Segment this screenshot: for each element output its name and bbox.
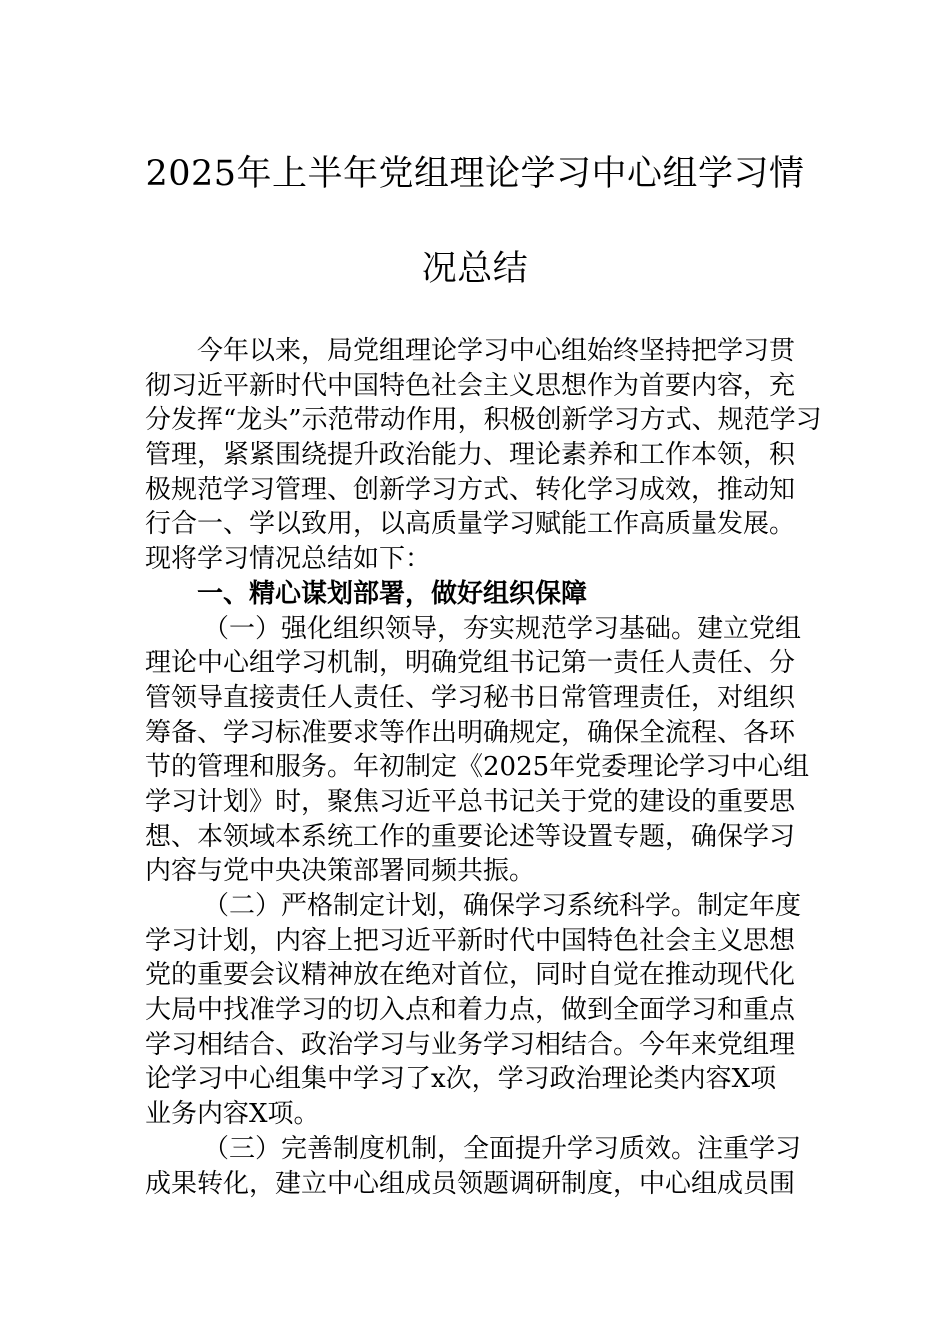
paragraph-line: 党的重要会议精神放在绝对首位，同时自觉在推动现代化: [145, 960, 796, 991]
paragraph-line: 理论中心组学习机制，明确党组书记第一责任人责任、分: [145, 648, 796, 679]
paragraph-line: 极规范学习管理、创新学习方式、转化学习成效，推动知: [145, 474, 796, 505]
document-body: [145, 334, 822, 1201]
paragraph-line: 筹备、学习标准要求等作出明确规定，确保全流程、各环: [145, 717, 796, 748]
paragraph-line: 学习计划，内容上把习近平新时代中国特色社会主义思想: [145, 925, 796, 956]
paragraph-line: 大局中找准学习的切入点和着力点，做到全面学习和重点: [145, 995, 796, 1026]
paragraph-line: 今年以来，局党组理论学习中心组始终坚持把学习贯: [197, 336, 796, 366]
paragraph-line: 论学习中心组集中学习了x次，学习政治理论类内容X项: [145, 1064, 777, 1095]
paragraph-line: 行合一、学以致用，以高质量学习赋能工作高质量发展。: [145, 509, 796, 540]
paragraph-line: 现将学习情况总结如下：: [145, 544, 432, 575]
paragraph-line: 想、本领域本系统工作的重要论述等设置专题，确保学习: [145, 821, 796, 852]
section-heading: 一、精心谋划部署，做好组织保障: [197, 578, 588, 609]
paragraph-line: 内容与党中央决策部署同频共振。: [145, 856, 536, 887]
paragraph-line: 分发挥“龙头”示范带动作用，积极创新学习方式、规范学习: [145, 405, 822, 436]
paragraph-line: （一）强化组织领导，夯实规范学习基础。建立党组: [203, 613, 802, 644]
paragraph-line: （三）完善制度机制，全面提升学习质效。注重学习: [203, 1133, 802, 1164]
document-title-line-1: 2025年上半年党组理论学习中心组学习情: [145, 154, 805, 194]
paragraph-line: 彻习近平新时代中国特色社会主义思想作为首要内容，充: [145, 370, 796, 401]
paragraph-line: 业务内容X项。: [145, 1099, 320, 1130]
paragraph-line: （二）严格制定计划，确保学习系统科学。制定年度: [203, 891, 802, 921]
paragraph-line: 节的管理和服务。年初制定《2025年党委理论学习中心组: [145, 752, 810, 783]
paragraph-line: 管领导直接责任人责任、学习秘书日常管理责任，对组织: [145, 682, 796, 713]
paragraph-line: 学习计划》时，聚焦习近平总书记关于党的建设的重要思: [145, 786, 796, 817]
document-title-line-2: 况总结: [421, 249, 529, 289]
paragraph-line: 管理，紧紧围绕提升政治能力、理论素养和工作本领，积: [145, 440, 796, 471]
paragraph-line: 成果转化，建立中心组成员领题调研制度，中心组成员围: [145, 1168, 796, 1199]
paragraph-line: 学习相结合、政治学习与业务学习相结合。今年来党组理: [145, 1029, 796, 1060]
